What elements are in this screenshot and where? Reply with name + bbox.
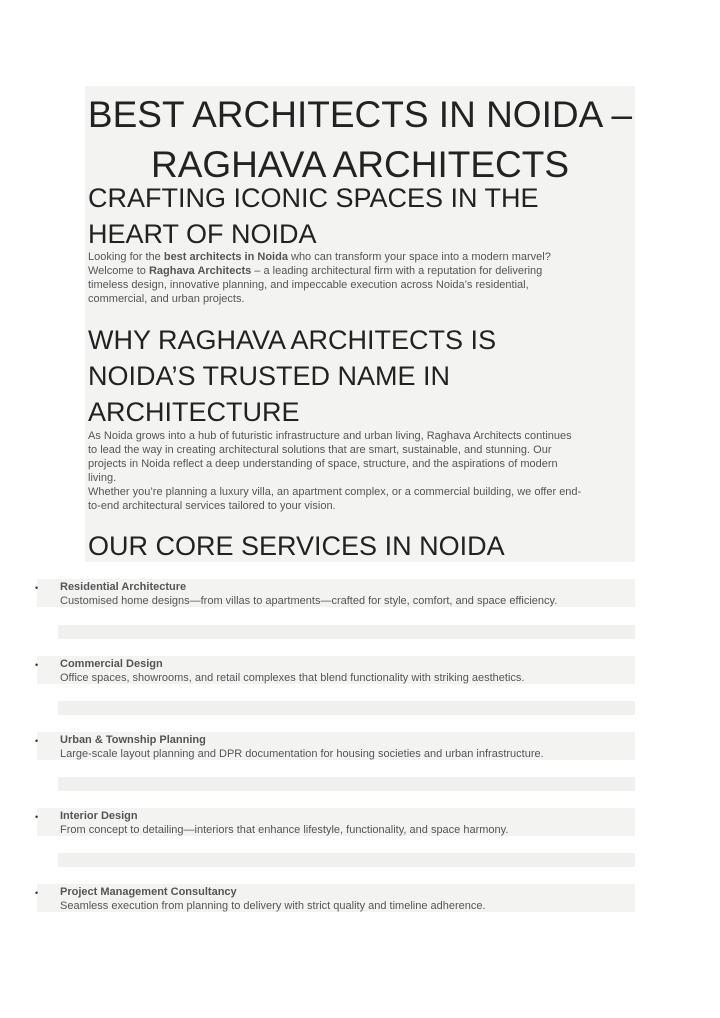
text-run: Welcome to xyxy=(88,265,149,277)
divider xyxy=(58,777,635,791)
text-run: who can transform your space into a modern marvel? xyxy=(287,251,551,263)
text-run: Looking for the xyxy=(88,251,164,263)
service-description: Large-scale layout planning and DPR documentation for housing societies and urban infrastructure. xyxy=(60,748,544,760)
service-title: Interior Design xyxy=(60,810,138,822)
heading-line-1: CRAFTING ICONIC SPACES IN THE xyxy=(88,183,539,213)
service-description: Office spaces, showrooms, and retail complexes that blend functionality with striking aesthetics. xyxy=(60,672,525,684)
page-title-line-2: RAGHAVA ARCHITECTS xyxy=(150,144,570,185)
service-description: Customised home designs—from villas to apartments—crafted for style, comfort, and space efficiency. xyxy=(60,595,558,607)
service-title: Residential Architecture xyxy=(60,581,187,593)
text-run: As Noida grows into a hub of futuristic infrastructure and urban living, Raghava Architects continues xyxy=(88,430,572,442)
why-paragraph-1 xyxy=(88,429,633,485)
page-title xyxy=(85,90,635,190)
text-run: timeless design, innovative planning, and impeccable execution across Noida’s residential, xyxy=(88,279,529,291)
bullet-icon: • xyxy=(35,660,39,670)
keyword-best-architects: best architects in Noida xyxy=(163,251,288,263)
divider xyxy=(58,701,635,715)
divider xyxy=(58,853,635,867)
bullet-icon: • xyxy=(35,888,39,898)
heading-line-1: OUR CORE SERVICES IN NOIDA xyxy=(88,531,505,561)
service-title: Project Management Consultancy xyxy=(60,886,237,898)
text-run: living. xyxy=(88,472,117,484)
heading-line-3: ARCHITECTURE xyxy=(88,397,300,427)
service-title: Urban & Township Planning xyxy=(60,734,206,746)
keyword-raghava-architects: Raghava Architects xyxy=(148,265,252,277)
text-run: commercial, and urban projects. xyxy=(88,293,245,305)
text-run: Whether you’re planning a luxury villa, an apartment complex, or a commercial building, we offer end- xyxy=(88,486,582,498)
heading-line-2: NOIDA’S TRUSTED NAME IN xyxy=(88,361,451,391)
section-heading-services xyxy=(88,528,505,564)
page-title-line-1: BEST ARCHITECTS IN NOIDA – xyxy=(87,94,633,135)
bullet-icon: • xyxy=(35,812,39,822)
bullet-icon: • xyxy=(35,736,39,746)
text-run: to lead the way in creating architectural solutions that are smart, sustainable, and stunning. Our xyxy=(88,444,552,456)
heading-line-1: WHY RAGHAVA ARCHITECTS IS xyxy=(88,325,497,355)
bullet-icon: • xyxy=(35,583,39,593)
text-run: projects in Noida reflect a deep understanding of space, structure, and the aspirations of modern xyxy=(88,458,558,470)
heading-line-2: HEART OF NOIDA xyxy=(88,219,317,249)
service-description: Seamless execution from planning to delivery with strict quality and timeline adherence. xyxy=(60,900,486,912)
service-title: Commercial Design xyxy=(60,658,163,670)
divider xyxy=(58,625,635,639)
section-heading-why xyxy=(88,322,496,430)
intro-paragraph xyxy=(88,250,633,306)
text-run: to-end architectural services tailored to your vision. xyxy=(88,500,336,512)
why-paragraph-2 xyxy=(88,485,633,513)
service-description: From concept to detailing—interiors that enhance lifestyle, functionality, and space harmony. xyxy=(60,824,509,836)
section-heading-crafting xyxy=(88,180,539,252)
text-run: – a leading architectural firm with a reputation for delivering xyxy=(251,265,543,277)
